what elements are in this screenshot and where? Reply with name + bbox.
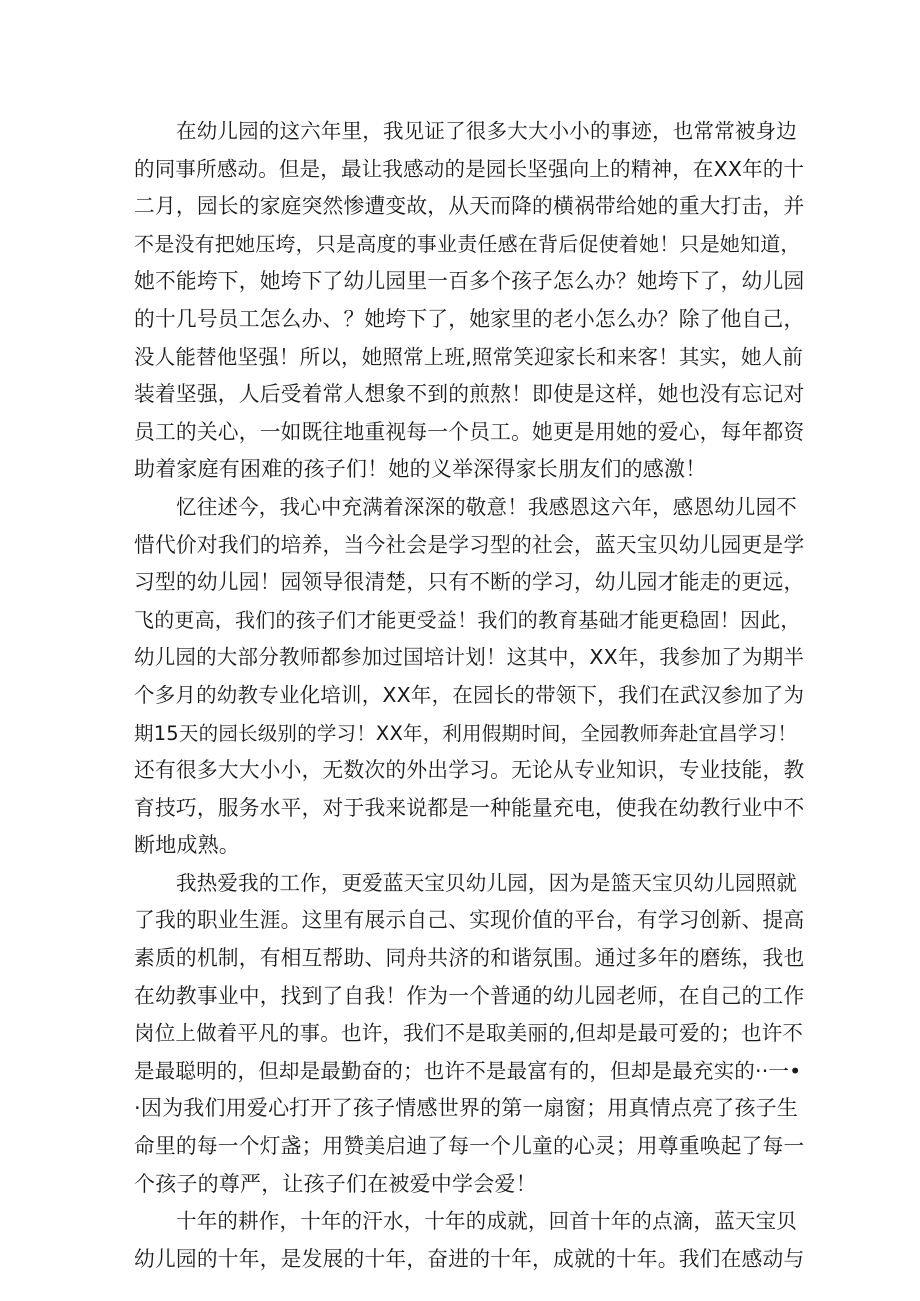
text-line: 员工的关心，一如既往地重视每一个员工。她更是用她的爱心，每年都资 bbox=[134, 419, 805, 444]
text-line: 还有很多大大小小，无数次的外出学习。无论从专业知识，专业技能，教 bbox=[134, 758, 805, 783]
text-line: 素质的机制，有相互帮助、同舟共济的和谐氛围。通过多年的磨练，我也 bbox=[134, 946, 805, 971]
text-line: 断地成熟。 bbox=[134, 833, 240, 858]
text-line: 岗位上做着平凡的事。也许，我们不是取美丽的,但却是最可爱的；也许不 bbox=[134, 1021, 804, 1046]
text-line: 是最聪明的，但却是最勤奋的；也许不是最富有的，但却是最充实的··一• bbox=[134, 1058, 802, 1083]
paragraph-first-line: 在幼儿园的这六年里，我见证了很多大大小小的事迹，也常常被身边 bbox=[176, 119, 797, 143]
text-line: 助着家庭有困难的孩子们！她的义举深得家长朋友们的感激！ bbox=[134, 457, 707, 482]
text-line: 的十几号员工怎么办、？她垮下了，她家里的老小怎么办？除了他自己， bbox=[134, 306, 805, 331]
text-line: 幼儿园的十年，是发展的十年，奋进的十年，成就的十年。我们在感动与 bbox=[134, 1246, 805, 1271]
paragraph-first-line: 忆往述今，我心中充满着深深的敬意！我感恩这六年，感恩幼儿园不 bbox=[176, 494, 797, 519]
text-line: 的同事所感动。但是，最让我感动的是园长坚强向上的精神，在XX年的十 bbox=[134, 156, 805, 181]
text-line: 惜代价对我们的培养，当今社会是学习型的社会，蓝天宝贝幼儿园更是学 bbox=[134, 532, 805, 557]
text-line: 幼儿园的大部分教师都参加过国培计划！这其中，XX年，我参加了为期半 bbox=[134, 645, 805, 670]
text-line: 二月，园长的家庭突然惨遭变故，从天而降的横祸带给她的重大打击，并 bbox=[134, 194, 805, 219]
paragraph-first-line: 我热爱我的工作，更爱蓝天宝贝幼儿园，因为是篮天宝贝幼儿园照就 bbox=[176, 870, 797, 895]
text-line: 个孩子的尊严，让孩子们在被爱中学会爱！ bbox=[134, 1171, 537, 1196]
text-line: 飞的更高，我们的孩子们才能更受益！我们的教育基础才能更稳固！因此， bbox=[134, 607, 801, 632]
paragraph-first-line: 十年的耕作，十年的汗水，十年的成就，回首十年的点滴，蓝天宝贝 bbox=[176, 1209, 797, 1234]
text-line: 在幼教事业中，找到了自我！作为一个普通的幼儿园老师，在自己的工作 bbox=[134, 983, 805, 1008]
text-line: ·因为我们用爱心打开了孩子情感世界的第一扇窗；用真情点亮了孩子生 bbox=[134, 1096, 799, 1121]
text-line: 个多月的幼教专业化培训，XX年，在园长的带领下，我们在武汉参加了为 bbox=[134, 682, 805, 707]
text-line: 习型的幼儿园！园领导很清楚，只有不断的学习，幼儿园才能走的更远， bbox=[134, 570, 805, 595]
text-line: 不是没有把她压垮，只是高度的事业责任感在背后促使着她！只是她知道， bbox=[134, 231, 801, 256]
text-line: 育技巧，服务水平，对于我来说都是一种能量充电，使我在幼教行业中不 bbox=[134, 795, 805, 820]
text-line: 装着坚强，人后受着常人想象不到的煎熬！即使是这样，她也没有忘记对 bbox=[134, 382, 805, 407]
text-line: 了我的职业生涯。这里有展示自己、实现价值的平台，有学习创新、提高 bbox=[134, 908, 805, 933]
document-body bbox=[134, 113, 804, 1278]
text-line: 命里的每一个灯盏；用赞美启迪了每一个儿童的心灵；用尊重唤起了每一 bbox=[134, 1134, 805, 1159]
text-line: 她不能垮下，她垮下了幼儿园里一百多个孩子怎么办？她垮下了，幼儿园 bbox=[134, 269, 805, 294]
text-line: 没人能替他坚强！所以，她照常上班,照常笑迎家长和来客！其实，她人前 bbox=[134, 344, 804, 369]
text-line: 期15天的园长级别的学习！XX年，利用假期时间，全园教师奔赴宜昌学习！ bbox=[134, 721, 798, 745]
